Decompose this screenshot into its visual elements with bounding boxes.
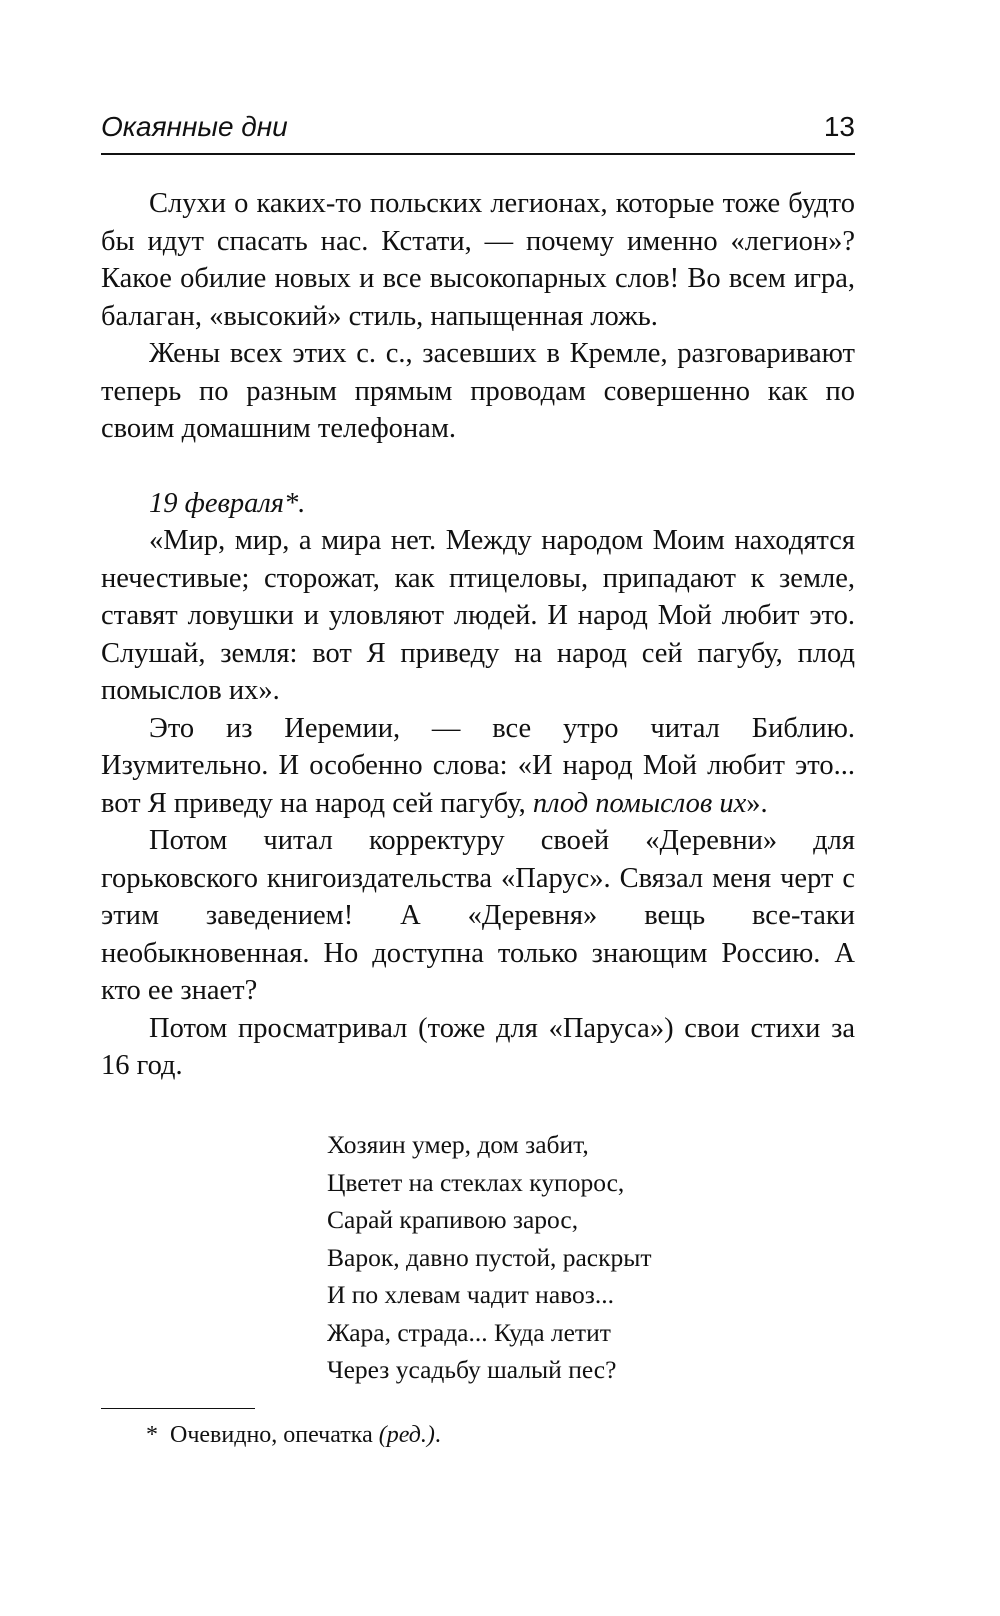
- footnote: [146, 1420, 441, 1450]
- footnote-divider: [101, 1408, 255, 1409]
- main-text: [101, 185, 855, 1085]
- paragraph-text: ».: [746, 787, 768, 819]
- diary-date: 19 февраля*.: [149, 487, 306, 519]
- poem-line: Сарай крапивою зарос,: [327, 1205, 579, 1234]
- paragraph: [101, 710, 855, 823]
- paragraph: «Мир, мир, а мира нет. Между народом Моим находятся нечестивые; сторожат, как птицеловы, припадают к земле, ставят ловушки и уловляют людей. И народ Мой любит это. Слушай, земля: вот Я приведу на народ сей пагубу, плод помыслов их».: [101, 525, 855, 706]
- paragraph: Потом просматривал (тоже для «Паруса») свои стихи за 16 год.: [101, 1012, 855, 1081]
- footnote-editor-note: (ред.): [378, 1422, 435, 1448]
- paragraph: Слухи о каких-то польских легионах, которые тоже будто бы идут спасать нас. Кстати, — почему именно «легион»? Какое обилие новых и все высокопарных слов! Во всем игра, балаган, «высокий» стиль, напыщенная ложь.: [101, 188, 855, 332]
- poem-line: Варок, давно пустой, раскрыт: [327, 1242, 652, 1272]
- emphasized-quote: плод помыслов их: [532, 787, 747, 819]
- footnote-marker: *: [146, 1422, 158, 1448]
- poem-line: И по хлевам чадит навоз...: [327, 1280, 614, 1309]
- footnote-text: Очевидно, опечатка: [170, 1422, 379, 1448]
- footnote-end: .: [434, 1422, 441, 1448]
- poem-line: Хозяин умер, дом забит,: [327, 1130, 589, 1159]
- poem-line: Через усадьбу шалый пес?: [327, 1355, 617, 1384]
- poem: [327, 1126, 652, 1389]
- paragraph-text: Это из Иеремии, — все утро читал Библию. Изумительно. И особенно слова: «И народ Мой любит это... вот Я приведу на народ сей пагубу,: [101, 712, 855, 819]
- poem-line: Цветет на стеклах купорос,: [327, 1167, 625, 1197]
- page-number: 13: [823, 111, 855, 142]
- paragraph: Потом читал корректуру своей «Деревни» для горьковского книгоиздательства «Парус». Связал меня черт с этим заведением! А «Деревня» вещь все-таки необыкновенная. Но доступна только знающим Россию. А кто ее знает?: [101, 825, 855, 1006]
- poem-line: Жара, страда... Куда летит: [327, 1317, 611, 1347]
- page-header: [101, 107, 855, 155]
- running-title: Окаянные дни: [101, 111, 288, 142]
- paragraph: Жены всех этих с. с., засевших в Кремле, разговаривают теперь по разным прямым проводам совершенно как по своим домашним телефонам.: [101, 338, 855, 444]
